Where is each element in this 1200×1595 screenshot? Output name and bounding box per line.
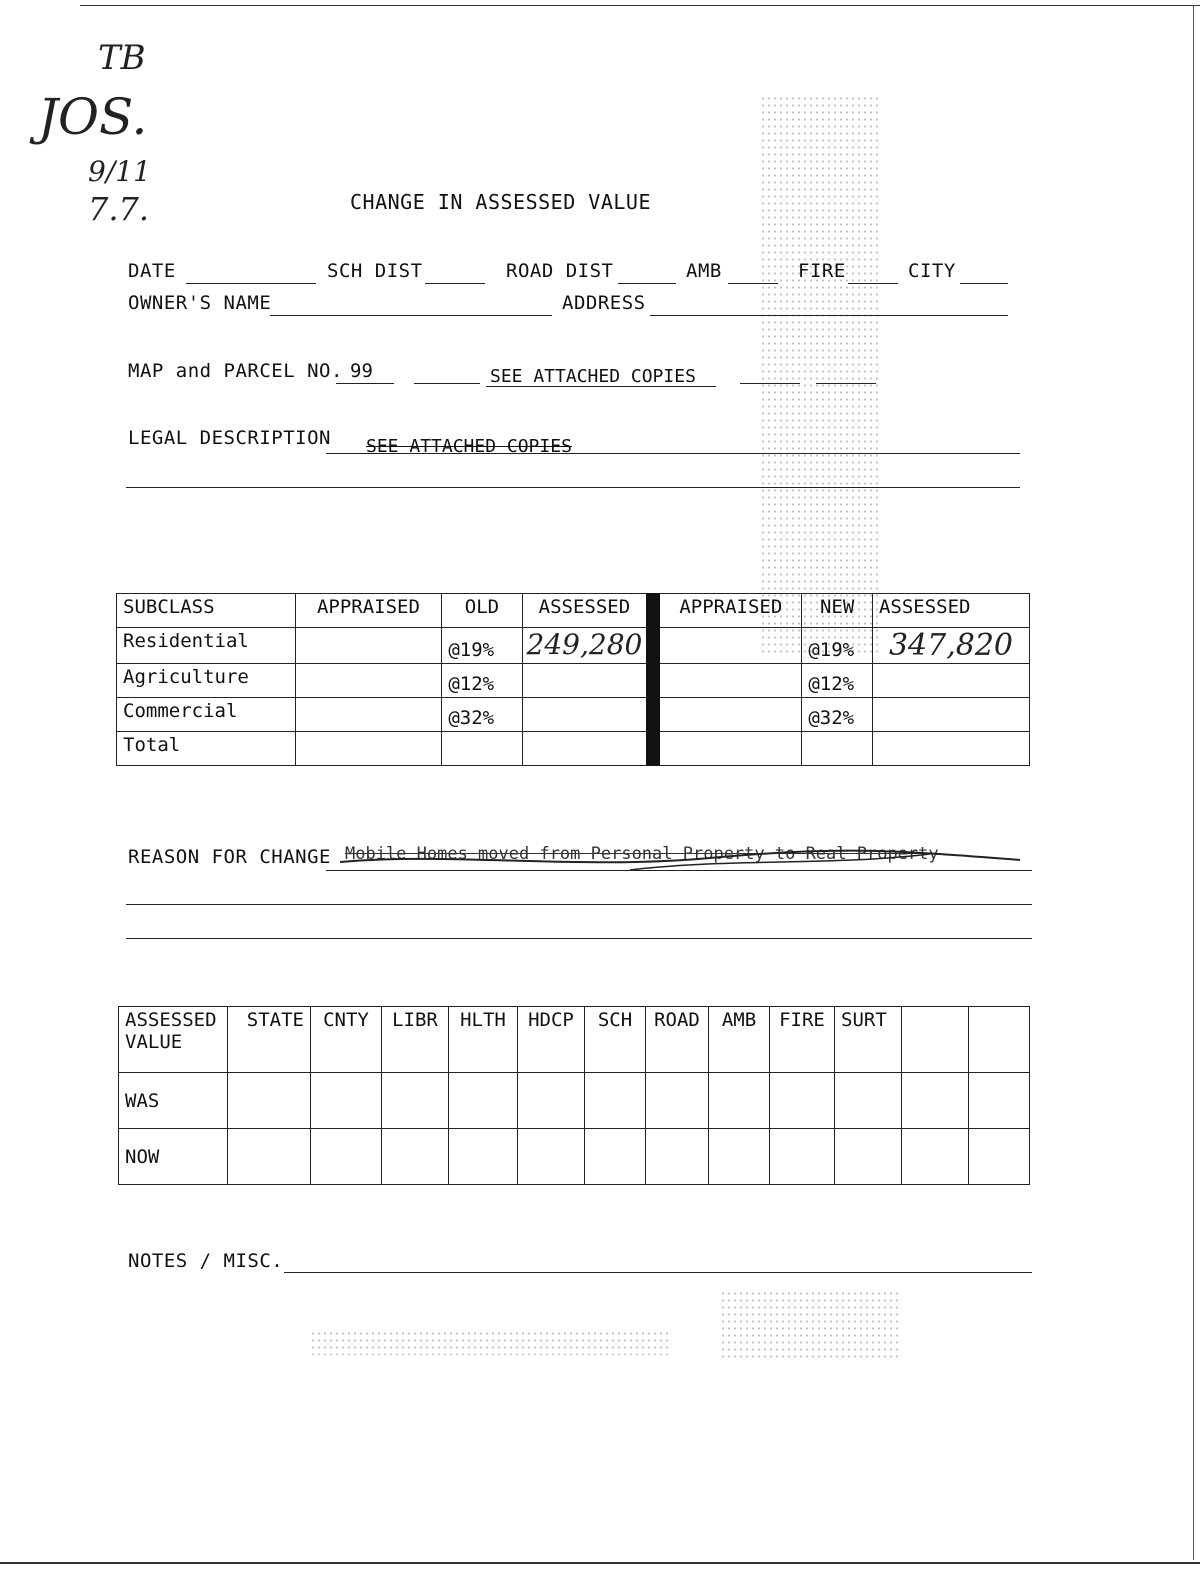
header-fire: FIRE bbox=[770, 1007, 835, 1073]
assessed-value-header-line2: VALUE bbox=[125, 1031, 183, 1053]
new-rate-cell: @32% bbox=[802, 698, 873, 732]
date-field[interactable] bbox=[186, 283, 316, 284]
header-new-assessed: ASSESSED bbox=[872, 594, 1029, 628]
now-amb-cell[interactable] bbox=[709, 1129, 770, 1185]
header-blank-2 bbox=[969, 1007, 1030, 1073]
assessed-value-table bbox=[118, 1006, 1030, 1185]
old-rate-cell: @19% bbox=[442, 628, 522, 664]
now-fire-cell[interactable] bbox=[770, 1129, 835, 1185]
now-hlth-cell[interactable] bbox=[449, 1129, 518, 1185]
address-label: ADDRESS bbox=[562, 292, 646, 314]
subclass-cell: Residential bbox=[117, 628, 296, 664]
old-appraised-cell[interactable] bbox=[295, 732, 442, 766]
header-state: STATE bbox=[228, 1007, 311, 1073]
header-surt: SURT bbox=[835, 1007, 902, 1073]
was-hdcp-cell[interactable] bbox=[518, 1073, 585, 1129]
new-assessed-cell[interactable] bbox=[872, 664, 1029, 698]
reason-for-change-field[interactable] bbox=[326, 870, 1032, 871]
old-rate-cell bbox=[442, 732, 522, 766]
map-parcel-value: 99 bbox=[350, 360, 373, 382]
new-rate-cell: @12% bbox=[802, 664, 873, 698]
right-edge-line bbox=[1193, 5, 1194, 1560]
header-cnty: CNTY bbox=[311, 1007, 382, 1073]
now-blank-cell[interactable] bbox=[902, 1129, 969, 1185]
top-edge-line bbox=[80, 5, 1200, 6]
sch-dist-label: SCH DIST bbox=[327, 260, 423, 282]
new-appraised-cell[interactable] bbox=[653, 628, 802, 664]
now-hdcp-cell[interactable] bbox=[518, 1129, 585, 1185]
old-assessed-cell[interactable]: 249,280 bbox=[522, 628, 653, 664]
header-new: NEW bbox=[802, 594, 873, 628]
new-appraised-cell[interactable] bbox=[653, 698, 802, 732]
map-parcel-note: SEE ATTACHED COPIES bbox=[490, 366, 696, 387]
table-row bbox=[117, 664, 1030, 698]
header-old-appraised: APPRAISED bbox=[295, 594, 442, 628]
map-parcel-field[interactable] bbox=[336, 383, 394, 384]
was-amb-cell[interactable] bbox=[709, 1073, 770, 1129]
city-field[interactable] bbox=[960, 283, 1008, 284]
new-assessed-cell[interactable]: 347,820 bbox=[872, 628, 1029, 664]
city-label: CITY bbox=[908, 260, 956, 282]
now-sch-cell[interactable] bbox=[585, 1129, 646, 1185]
was-libr-cell[interactable] bbox=[382, 1073, 449, 1129]
assessed-value-header-line1: ASSESSED bbox=[125, 1009, 217, 1031]
reason-for-change-label: REASON FOR CHANGE bbox=[128, 846, 331, 868]
header-libr: LIBR bbox=[382, 1007, 449, 1073]
subclass-table bbox=[116, 593, 1030, 766]
new-assessed-cell[interactable] bbox=[872, 698, 1029, 732]
legal-description-label: LEGAL DESCRIPTION bbox=[128, 427, 331, 449]
amb-label: AMB bbox=[686, 260, 722, 282]
now-blank-cell[interactable] bbox=[969, 1129, 1030, 1185]
header-blank-1 bbox=[902, 1007, 969, 1073]
road-dist-label: ROAD DIST bbox=[506, 260, 614, 282]
now-cnty-cell[interactable] bbox=[311, 1129, 382, 1185]
table-row bbox=[119, 1129, 1030, 1185]
header-sch: SCH bbox=[585, 1007, 646, 1073]
map-parcel-field-3[interactable] bbox=[486, 386, 716, 387]
new-appraised-cell[interactable] bbox=[653, 732, 802, 766]
subclass-cell: Total bbox=[117, 732, 296, 766]
owners-name-label: OWNER'S NAME bbox=[128, 292, 272, 314]
bottom-edge-line bbox=[0, 1562, 1200, 1564]
was-cnty-cell[interactable] bbox=[311, 1073, 382, 1129]
assessed-value-header bbox=[119, 1007, 228, 1073]
table-row bbox=[119, 1073, 1030, 1129]
new-rate-cell bbox=[802, 732, 873, 766]
fire-field[interactable] bbox=[848, 283, 898, 284]
amb-field[interactable] bbox=[728, 283, 778, 284]
now-surt-cell[interactable] bbox=[835, 1129, 902, 1185]
date-label: DATE bbox=[128, 260, 176, 282]
old-appraised-cell[interactable] bbox=[295, 698, 442, 732]
old-appraised-cell[interactable] bbox=[295, 664, 442, 698]
was-blank-cell[interactable] bbox=[902, 1073, 969, 1129]
map-parcel-field-5[interactable] bbox=[816, 383, 876, 384]
scribble-strikeout bbox=[330, 840, 1030, 880]
new-appraised-cell[interactable] bbox=[653, 664, 802, 698]
subclass-cell: Agriculture bbox=[117, 664, 296, 698]
handwritten-mark: 9/11 bbox=[88, 155, 151, 188]
table-row bbox=[117, 628, 1030, 664]
reason-for-change-field-3[interactable] bbox=[126, 938, 1032, 939]
table-row bbox=[117, 698, 1030, 732]
legal-description-value: SEE ATTACHED COPIES bbox=[366, 436, 572, 457]
sch-dist-field[interactable] bbox=[425, 283, 485, 284]
handwritten-mark: JOS. bbox=[38, 88, 148, 146]
row-label-now: NOW bbox=[119, 1129, 228, 1185]
scan-noise bbox=[310, 1330, 670, 1355]
old-rate-cell: @12% bbox=[442, 664, 522, 698]
legal-description-field-2[interactable] bbox=[126, 487, 1020, 488]
header-subclass: SUBCLASS bbox=[117, 594, 296, 628]
map-parcel-label: MAP and PARCEL NO. bbox=[128, 360, 343, 382]
was-sch-cell[interactable] bbox=[585, 1073, 646, 1129]
row-label-was: WAS bbox=[119, 1073, 228, 1129]
was-state-cell[interactable] bbox=[228, 1073, 311, 1129]
was-hlth-cell[interactable] bbox=[449, 1073, 518, 1129]
header-new-appraised: APPRAISED bbox=[653, 594, 802, 628]
reason-for-change-field-2[interactable] bbox=[126, 904, 1032, 905]
handwritten-mark: TB bbox=[98, 38, 146, 78]
header-road: ROAD bbox=[646, 1007, 709, 1073]
now-libr-cell[interactable] bbox=[382, 1129, 449, 1185]
header-old-assessed: ASSESSED bbox=[522, 594, 653, 628]
now-state-cell[interactable] bbox=[228, 1129, 311, 1185]
scan-noise bbox=[720, 1290, 900, 1360]
address-field[interactable] bbox=[650, 315, 1008, 316]
handwritten-mark: 7.7. bbox=[88, 190, 150, 228]
was-road-cell[interactable] bbox=[646, 1073, 709, 1129]
old-assessed-cell[interactable] bbox=[522, 664, 653, 698]
page-title: CHANGE IN ASSESSED VALUE bbox=[350, 190, 651, 214]
table-row bbox=[117, 732, 1030, 766]
owners-name-field[interactable] bbox=[270, 315, 552, 316]
scan-noise bbox=[760, 95, 880, 655]
subclass-cell: Commercial bbox=[117, 698, 296, 732]
map-parcel-field-4[interactable] bbox=[740, 383, 800, 384]
header-old: OLD bbox=[442, 594, 522, 628]
header-amb: AMB bbox=[709, 1007, 770, 1073]
old-appraised-cell[interactable] bbox=[295, 628, 442, 664]
was-fire-cell[interactable] bbox=[770, 1073, 835, 1129]
reason-for-change-value: Mobile Homes moved from Personal Property to Real Property bbox=[345, 844, 939, 864]
was-blank-cell[interactable] bbox=[969, 1073, 1030, 1129]
notes-label: NOTES / MISC. bbox=[128, 1250, 284, 1272]
header-hlth: HLTH bbox=[449, 1007, 518, 1073]
header-hdcp: HDCP bbox=[518, 1007, 585, 1073]
new-assessed-cell[interactable] bbox=[872, 732, 1029, 766]
now-road-cell[interactable] bbox=[646, 1129, 709, 1185]
legal-description-field[interactable] bbox=[326, 453, 1020, 454]
road-dist-field[interactable] bbox=[618, 283, 676, 284]
new-rate-cell: @19% bbox=[802, 628, 873, 664]
notes-field[interactable] bbox=[284, 1272, 1032, 1273]
old-rate-cell: @32% bbox=[442, 698, 522, 732]
was-surt-cell[interactable] bbox=[835, 1073, 902, 1129]
map-parcel-field-2[interactable] bbox=[414, 383, 480, 384]
old-assessed-cell[interactable] bbox=[522, 732, 653, 766]
fire-label: FIRE bbox=[798, 260, 846, 282]
old-assessed-cell[interactable] bbox=[522, 698, 653, 732]
